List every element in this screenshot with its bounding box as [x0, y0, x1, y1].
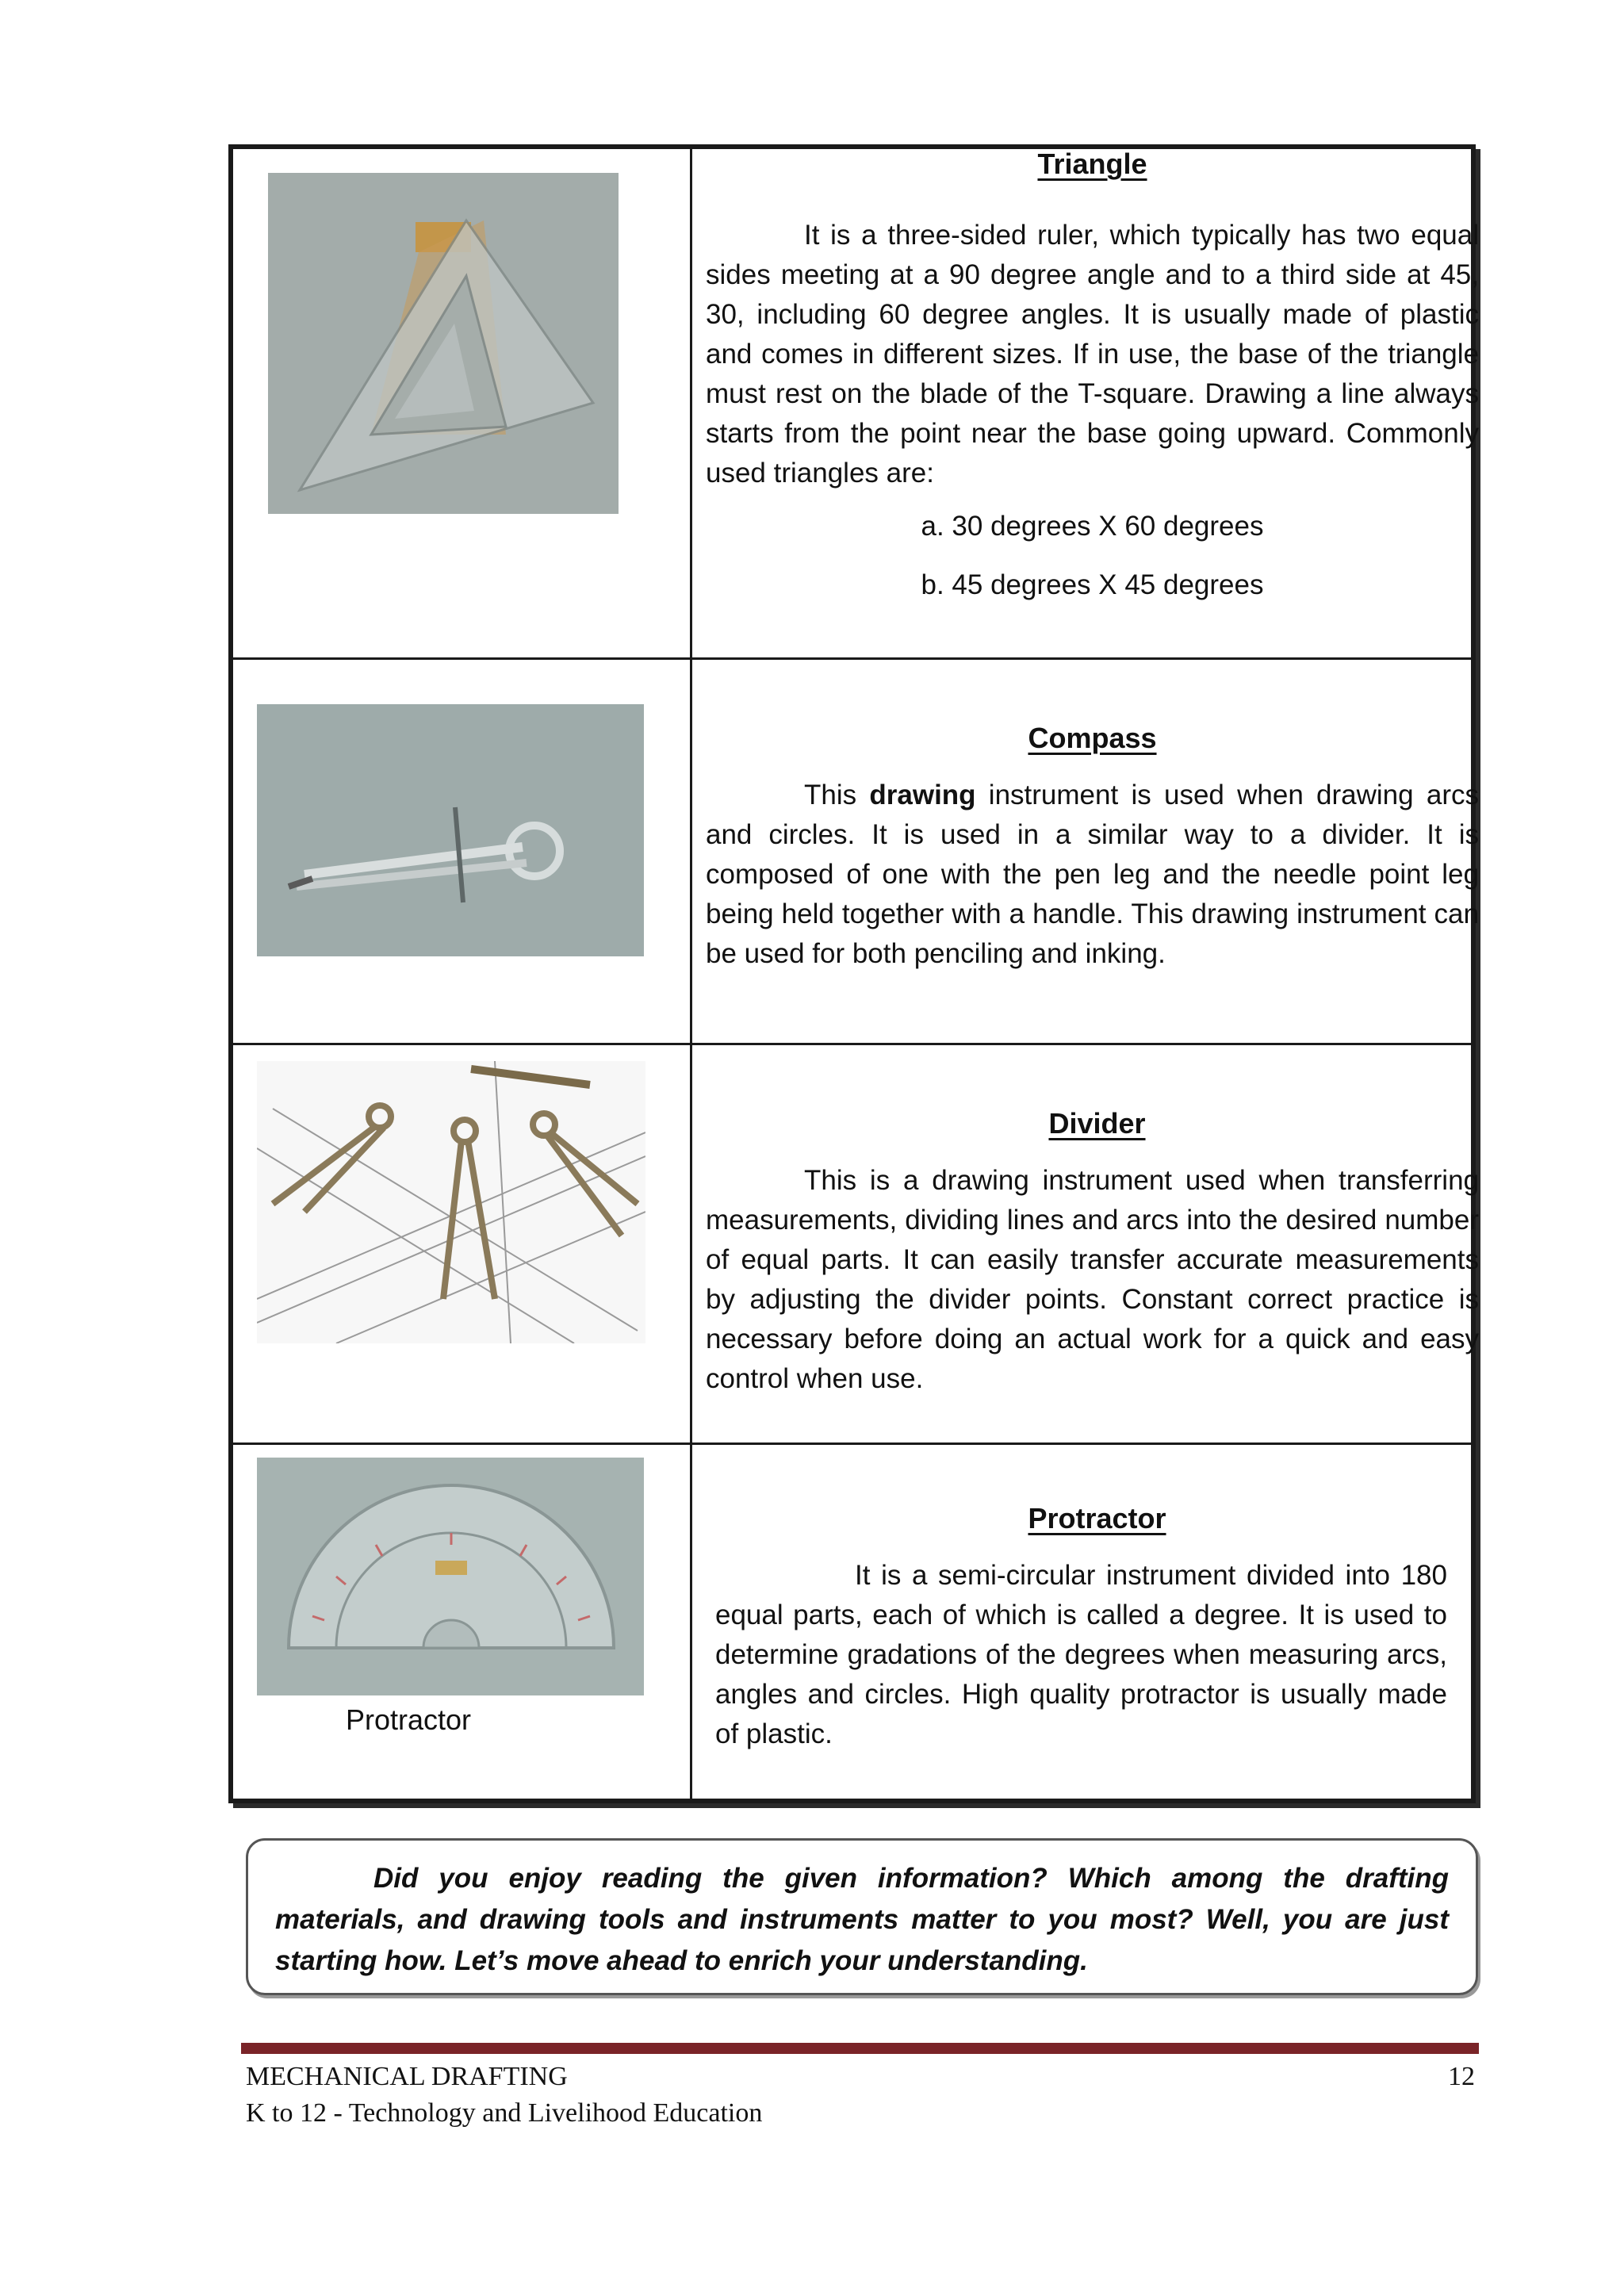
footer-course: K to 12 - Technology and Livelihood Education: [246, 2098, 763, 2128]
footer-subject: MECHANICAL DRAFTING: [246, 2062, 568, 2091]
triangle-types-list: [706, 493, 1479, 619]
tool-description-divider: This is a drawing instrument used when transferring measurements, dividing lines and arcs into the desired number of equal parts. It can easily transfer accurate measurements by adjusting the divider points. Constant correct practice is necessary before doing an actual work for a quick and easy control when use.: [706, 1165, 1479, 1394]
page-number: 12: [1448, 2062, 1475, 2091]
tool-title-triangle: Triangle: [1037, 148, 1147, 180]
tool-description-protractor: It is a semi-circular instrument divided into 180 equal parts, each of which is called a degree. It is used to determine gradations of the degrees when measuring arcs, angles and circles. High quality protractor is usually made of plastic.: [715, 1560, 1447, 1749]
footer-info: [246, 2059, 762, 2132]
list-item: b. 45 degrees X 45 degrees: [921, 569, 1264, 600]
tool-row-compass: [233, 660, 1479, 1045]
list-item: a. 30 degrees X 60 degrees: [921, 511, 1264, 542]
protractor-photo: [257, 1458, 644, 1695]
protractor-caption: Protractor: [346, 1703, 472, 1736]
tool-title-compass: Compass: [1028, 722, 1157, 754]
tool-title-protractor: Protractor: [1028, 1502, 1166, 1534]
tool-description-compass: This drawing instrument is used when drawing arcs and circles. It is used in a similar way to a divider. It is composed of one with the pen leg and the needle point leg being held together with a handle. This drawing instrument can be used for both penciling and inking.: [706, 780, 1479, 969]
tool-row-protractor: [233, 1445, 1471, 1803]
divider-photo: [257, 1061, 645, 1343]
tool-description-triangle: It is a three-sided ruler, which typically has two equal sides meeting at a 90 degree angle and to a third side at 45, 30, including 60 degree angles. It is usually made of plastic and comes in different sizes. If in use, the base of the triangle must rest on the blade of the T-square. Drawing a line always starts from the point near the base going upward. Commonly used triangles are:: [706, 220, 1479, 489]
triangle-photo: [268, 173, 619, 514]
reflection-box: [246, 1838, 1478, 1995]
compass-photo: [257, 704, 644, 956]
footer-bar: [241, 2043, 1479, 2054]
reflection-text: Did you enjoy reading the given information? Which among the drafting materials, and drawing tools and instruments matter to you most? Well, you are just starting how. Let’s move ahead to enrich your understanding.: [275, 1863, 1449, 1976]
tool-row-divider: [233, 1045, 1479, 1445]
drafting-tools-table: [228, 144, 1479, 1803]
tool-title-divider: Divider: [1048, 1107, 1146, 1140]
tool-row-triangle: [233, 148, 1479, 660]
